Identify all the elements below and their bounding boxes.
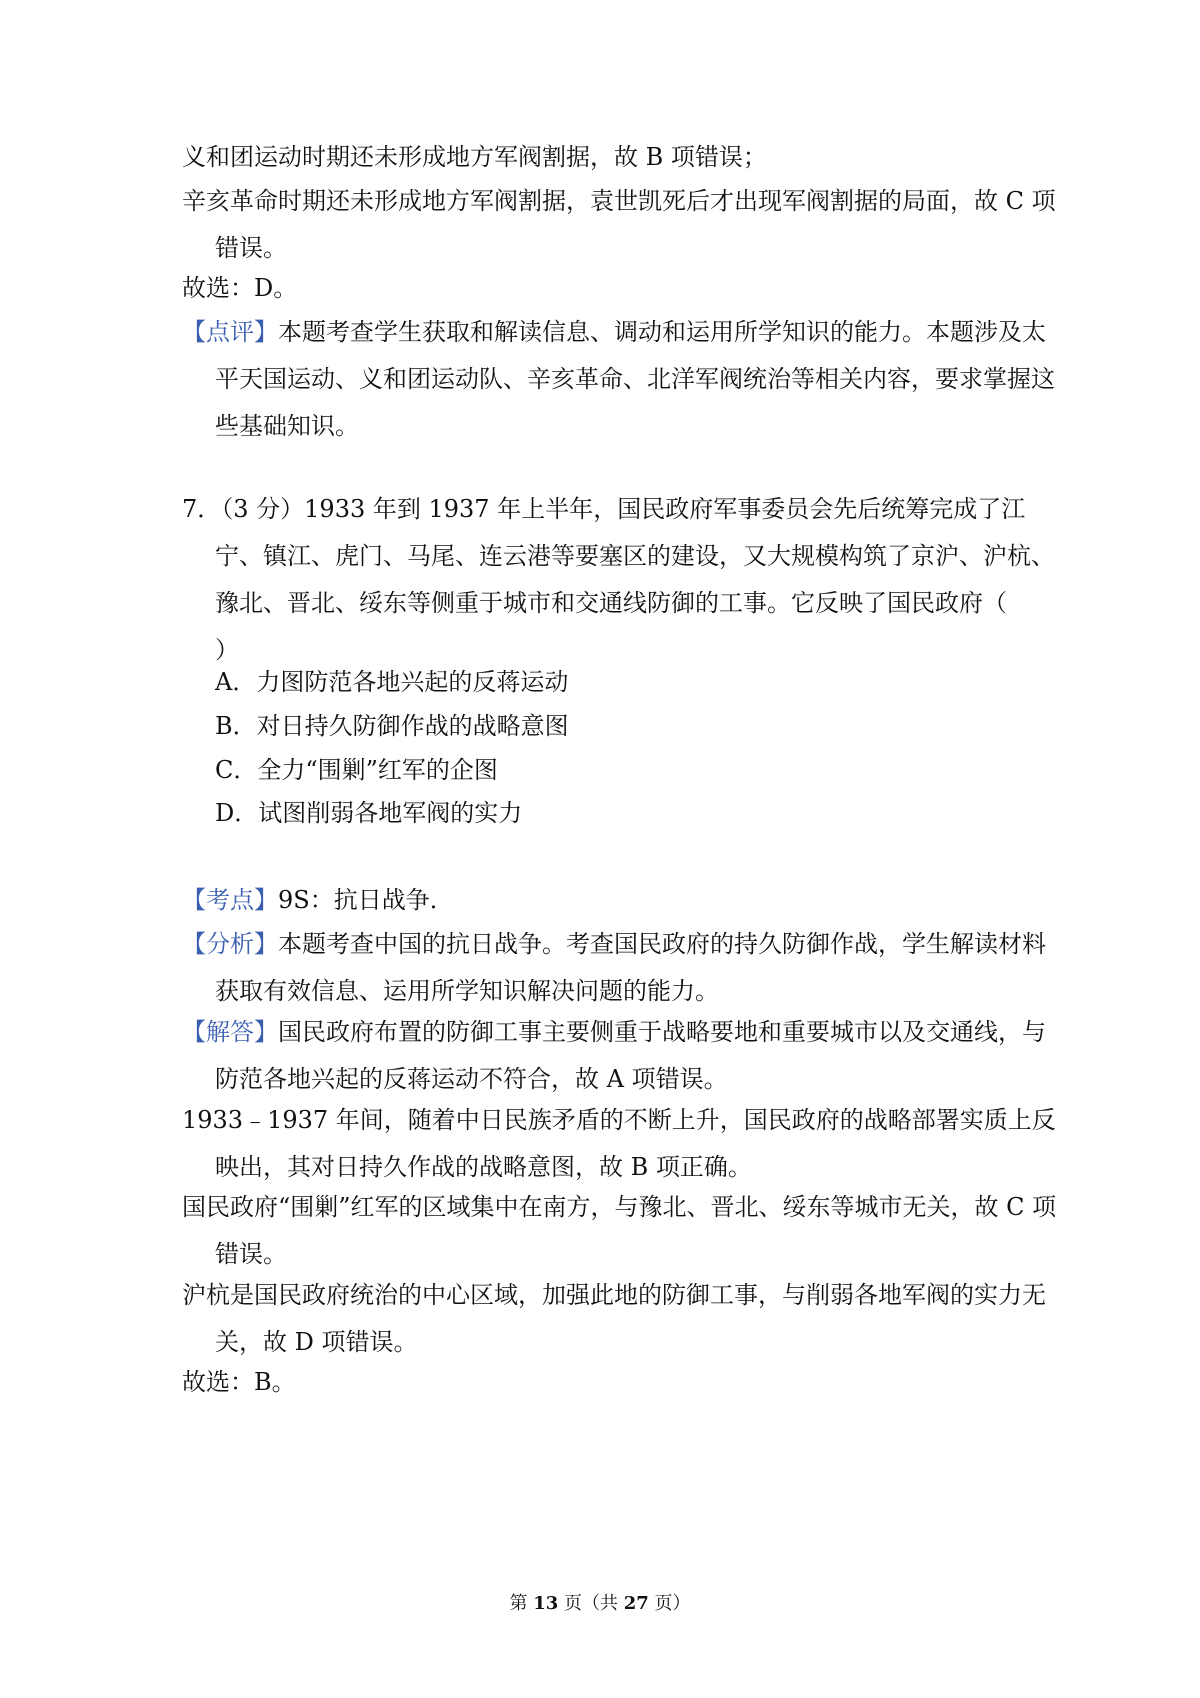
prev-answer-choice: 故选：D。 <box>182 274 298 302</box>
fenxi-text: 本题考查中国的抗日战争。考查国民政府的持久防御作战，学生解读材料获取有效信息、运用所学知识解决问题的能力。 <box>215 930 1046 1005</box>
option-a: A．力图防范各地兴起的反蒋运动 <box>215 668 569 696</box>
answer-line-c: 国民政府“围剿”红军的区域集中在南方，与豫北、晋北、绥东等城市无关，故 C 项错误。 <box>182 1193 1057 1268</box>
kaodian <box>182 877 1065 924</box>
jieda-tag: 【解答】 <box>182 1018 278 1046</box>
page-footer: 第 13 页（共 27 页） <box>509 1593 691 1614</box>
kaodian-tag: 【考点】 <box>182 886 278 914</box>
fenxi <box>182 921 1065 1015</box>
answer-choice: 故选：B。 <box>182 1368 296 1396</box>
answer-line-d: 沪杭是国民政府统治的中心区域，加强此地的防御工事，与削弱各地军阀的实力无关，故 D 项错误。 <box>182 1281 1046 1356</box>
option-d: D．试图削弱各地军阀的实力 <box>215 799 523 827</box>
jieda-text: 国民政府布置的防御工事主要侧重于战略要地和重要城市以及交通线，与防范各地兴起的反蒋运动不符合，故 A 项错误。 <box>215 1018 1046 1093</box>
jieda <box>182 1009 1065 1103</box>
page-total: 27 <box>623 1593 649 1614</box>
prev-answer-line-b: 义和团运动时期还未形成地方军阀割据，故 B 项错误； <box>182 143 767 171</box>
comment-tag: 【点评】 <box>182 318 278 346</box>
prev-comment <box>182 309 1065 450</box>
prev-answer-line-c: 辛亥革命时期还未形成地方军阀割据，袁世凯死后才出现军阀割据的局面，故 C 项错误。 <box>182 187 1056 262</box>
kaodian-text: 9S：抗日战争． <box>278 886 454 914</box>
question-stem: 7．（3 分）1933 年到 1937 年上半年，国民政府军事委员会先后统筹完成了江宁、镇江、虎门、马尾、连云港等要塞区的建设，又大规模构筑了京沪、沪杭、豫北、晋北、绥东等侧重于城市和交通线防御的工事。它反映了国民政府（ ） <box>182 495 1055 664</box>
answer-line-b: 1933﹣1937 年间，随着中日民族矛盾的不断上升，国民政府的战略部署实质上反映出，其对日持久作战的战略意图，故 B 项正确。 <box>182 1106 1056 1181</box>
option-c: C．全力“围剿”红军的企图 <box>215 756 498 784</box>
option-b: B．对日持久防御作战的战略意图 <box>215 712 569 740</box>
fenxi-tag: 【分析】 <box>182 930 278 958</box>
page-number: 13 <box>533 1593 559 1614</box>
comment-text: 本题考查学生获取和解读信息、调动和运用所学知识的能力。本题涉及太平天国运动、义和团运动队、辛亥革命、北洋军阀统治等相关内容，要求掌握这些基础知识。 <box>215 318 1055 440</box>
